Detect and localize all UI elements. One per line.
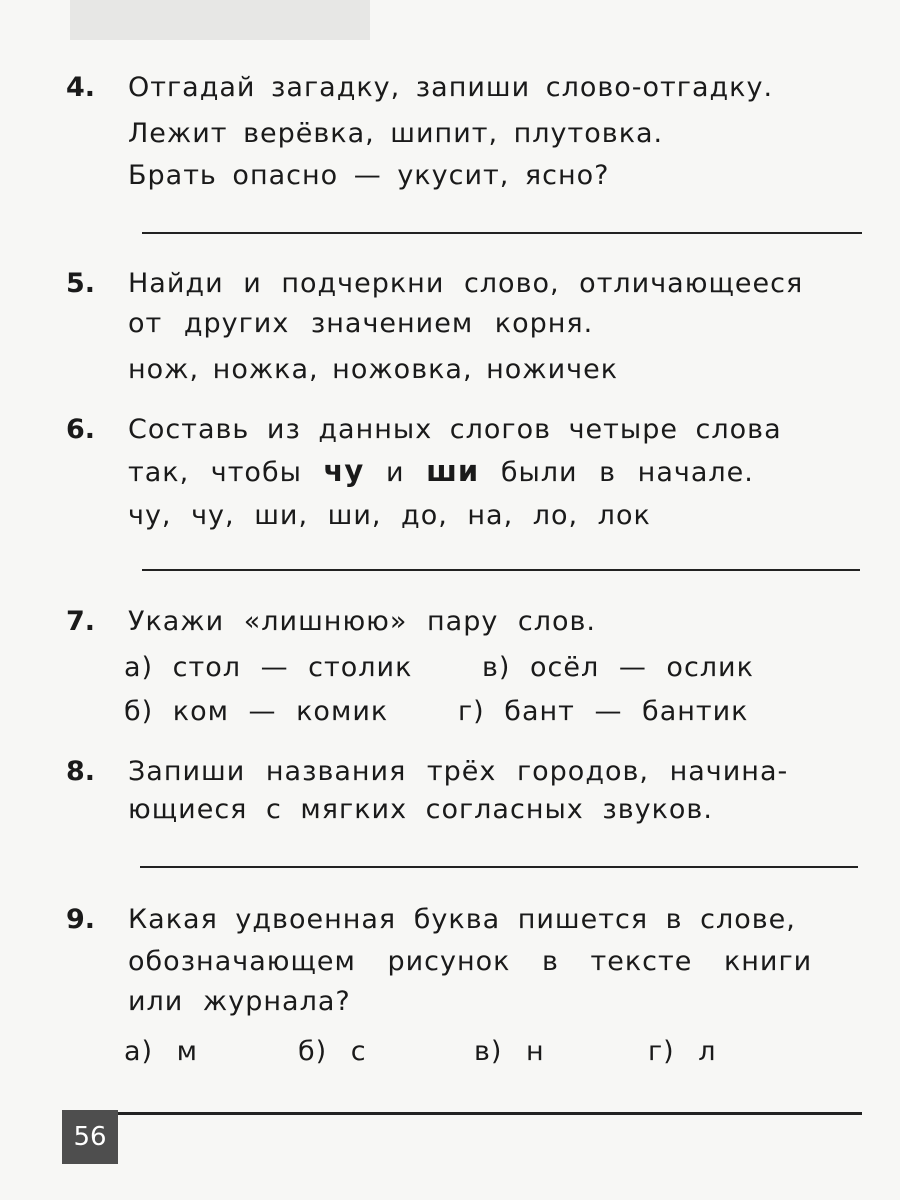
task-9-prompt-line-2: обозначающем рисунок в тексте книги bbox=[128, 946, 813, 977]
task-6-number: 6. bbox=[66, 414, 96, 445]
task-7-prompt: Укажи «лишнюю» пару слов. bbox=[128, 606, 597, 637]
task-5-number: 5. bbox=[66, 268, 96, 299]
task-9-number: 9. bbox=[66, 904, 96, 935]
task-7-option-g: г) бант — бантик bbox=[458, 696, 749, 727]
task-9-prompt-line-3: или журнала? bbox=[128, 986, 351, 1017]
syllable-shi: ши bbox=[426, 454, 480, 488]
syllable-chu: чу bbox=[323, 454, 365, 488]
task-6-prompt-line-1: Составь из данных слогов четыре слова bbox=[128, 414, 782, 445]
task-7-number: 7. bbox=[66, 606, 96, 637]
task-9-prompt-line-1: Какая удвоенная буква пишется в слове, bbox=[128, 904, 796, 935]
task-9-option-b: б) с bbox=[298, 1036, 367, 1067]
task-6-answer-line bbox=[142, 569, 860, 571]
task-7-option-v: в) осёл — ослик bbox=[482, 652, 754, 683]
task-5-prompt-line-1: Найди и подчеркни слово, отличающееся bbox=[128, 268, 804, 299]
task-4-prompt: Отгадай загадку, запиши слово-отгадку. bbox=[128, 72, 774, 103]
task-8-prompt-line-2: ющиеся с мягких согласных звуков. bbox=[128, 794, 713, 825]
task-8-prompt-line-1: Запиши названия трёх городов, начина- bbox=[128, 756, 789, 787]
page-number: 56 bbox=[62, 1110, 118, 1164]
task-8-number: 8. bbox=[66, 756, 96, 787]
top-image-fragment bbox=[70, 0, 370, 40]
task-9-option-v: в) н bbox=[474, 1036, 545, 1067]
task-4-riddle-line-1: Лежит верёвка, шипит, плутовка. bbox=[128, 118, 664, 149]
task-7-option-a: а) стол — столик bbox=[124, 652, 413, 683]
task-6-prompt-line-2: так, чтобы чу и ши были в начале. bbox=[128, 454, 754, 488]
task-6-syllables: чу, чу, ши, ши, до, на, ло, лок bbox=[128, 500, 651, 531]
footer-rule bbox=[64, 1112, 862, 1115]
task-5-prompt-line-2: от других значением корня. bbox=[128, 308, 594, 339]
task-9-option-a: а) м bbox=[124, 1036, 199, 1067]
task-7-option-b: б) ком — комик bbox=[124, 696, 389, 727]
task-9-option-g: г) л bbox=[648, 1036, 717, 1067]
task-8-answer-line bbox=[140, 866, 858, 868]
task-4-riddle-line-2: Брать опасно — укусит, ясно? bbox=[128, 160, 610, 191]
task-4-number: 4. bbox=[66, 72, 96, 103]
task-5-words: нож, ножка, ножовка, ножичек bbox=[128, 354, 619, 385]
task-4-answer-line bbox=[142, 232, 862, 234]
